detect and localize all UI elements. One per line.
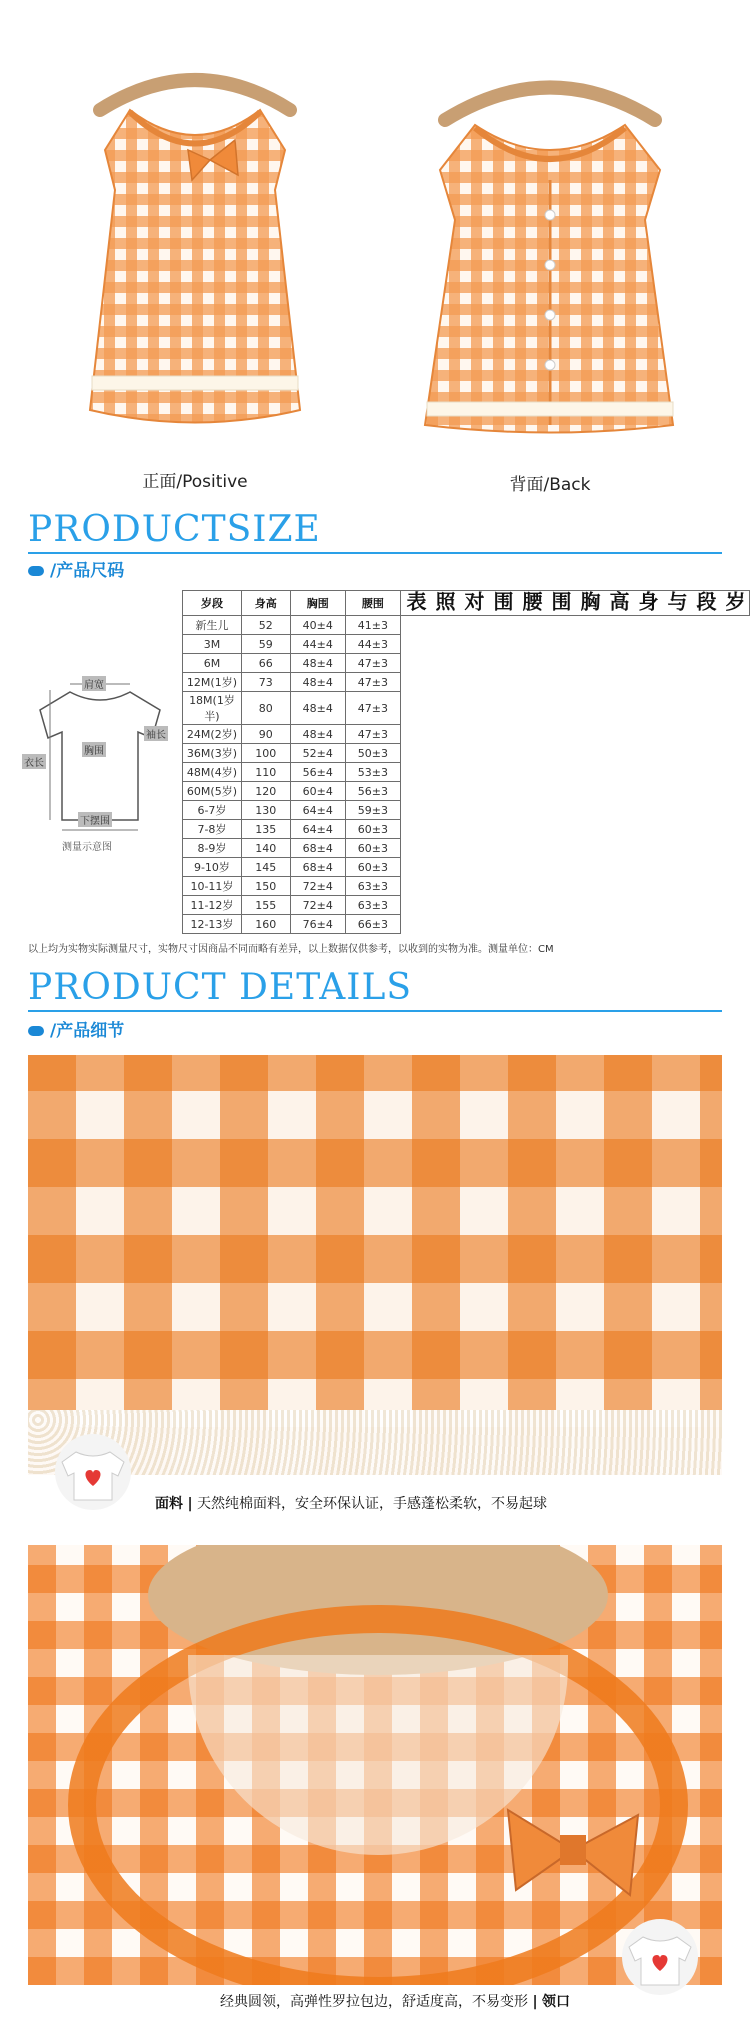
size-table-cell: 60±4 — [290, 782, 345, 801]
size-table-cell: 56±4 — [290, 763, 345, 782]
size-table-cell: 24M(2岁) — [183, 725, 242, 744]
size-table-row — [183, 744, 750, 763]
size-table-row — [183, 763, 750, 782]
details-subtitle-text: /产品细节 — [50, 1021, 125, 1041]
size-table-row — [183, 782, 750, 801]
front-caption: 正面/Positive — [142, 472, 248, 492]
size-table-cell: 100 — [241, 744, 290, 763]
size-table-cell: 44±4 — [290, 635, 345, 654]
size-table-cell: 60±3 — [345, 839, 400, 858]
bow-shape — [498, 1795, 648, 1905]
size-table-cell: 60M(5岁) — [183, 782, 242, 801]
size-table-header-row — [183, 591, 750, 616]
size-table-cell: 7-8岁 — [183, 820, 242, 839]
size-table-cell: 新生儿 — [183, 616, 242, 635]
diagram-label-length: 衣长 — [22, 754, 46, 769]
size-table-cell: 48±4 — [290, 725, 345, 744]
collar-separator: | — [532, 1994, 538, 2010]
details-section-rule — [28, 1010, 722, 1012]
size-table-cell: 72±4 — [290, 877, 345, 896]
size-table-cell: 160 — [241, 915, 290, 934]
size-table-row — [183, 673, 750, 692]
details-subtitle-pill-icon — [28, 1026, 44, 1036]
subtitle-pill-icon — [28, 566, 44, 576]
size-table-cell: 145 — [241, 858, 290, 877]
size-table-cell: 36M(3岁) — [183, 744, 242, 763]
size-table-cell: 44±3 — [345, 635, 400, 654]
size-table-body — [183, 616, 750, 934]
size-section-title: PRODUCTSIZE — [28, 509, 321, 550]
size-table-row — [183, 915, 750, 934]
size-table-cell: 8-9岁 — [183, 839, 242, 858]
size-table-cell: 11-12岁 — [183, 896, 242, 915]
fabric-detail-photo — [28, 1055, 722, 1475]
back-dress-image — [405, 40, 695, 440]
back-photo — [405, 40, 695, 440]
fabric-label: 面料 — [155, 1496, 183, 1512]
size-table-cell: 3M — [183, 635, 242, 654]
size-table-cell: 12M(1岁) — [183, 673, 242, 692]
size-table-cell: 90 — [241, 725, 290, 744]
size-table-cell: 135 — [241, 820, 290, 839]
collar-detail-caption — [220, 1991, 570, 2011]
size-table-cell: 53±3 — [345, 763, 400, 782]
size-table-cell: 68±4 — [290, 839, 345, 858]
size-table-cell: 6M — [183, 654, 242, 673]
size-table-row — [183, 654, 750, 673]
size-table-cell: 9-10岁 — [183, 858, 242, 877]
tshirt-heart-icon-1 — [48, 1430, 138, 1510]
measurement-diagram — [20, 670, 180, 860]
diagram-label-hem: 下摆围 — [78, 812, 112, 827]
size-table — [182, 590, 750, 934]
fabric-text: 天然纯棉面料，安全环保认证，手感蓬松柔软，不易起球 — [197, 1496, 548, 1512]
size-table-cell: 140 — [241, 839, 290, 858]
size-table-cell: 130 — [241, 801, 290, 820]
size-table-row — [183, 877, 750, 896]
diagram-caption: 测量示意图 — [62, 842, 112, 853]
size-table-cell: 80 — [241, 692, 290, 725]
size-subtitle-text: /产品尺码 — [50, 561, 125, 581]
size-table-row — [183, 896, 750, 915]
size-table-cell: 59±3 — [345, 801, 400, 820]
size-table-side-label: 岁段与身高胸围腰围对照表 — [402, 591, 746, 615]
size-table-cell: 66 — [241, 654, 290, 673]
size-table-row — [183, 635, 750, 654]
details-section-subtitle — [28, 1016, 124, 1041]
tshirt-heart-icon-2 — [615, 1915, 705, 1995]
front-dress-image — [60, 40, 330, 430]
header-chest: 胸围 — [290, 591, 345, 616]
size-table-cell: 64±4 — [290, 820, 345, 839]
size-table-cell: 48M(4岁) — [183, 763, 242, 782]
size-table-cell: 52±4 — [290, 744, 345, 763]
diagram-label-shoulder: 肩宽 — [82, 676, 106, 691]
size-section-subtitle — [28, 556, 124, 581]
size-table-side-cell — [400, 591, 749, 616]
size-table-cell: 120 — [241, 782, 290, 801]
size-table-cell: 60±3 — [345, 820, 400, 839]
size-table-cell: 60±3 — [345, 858, 400, 877]
size-table-cell: 47±3 — [345, 725, 400, 744]
size-table-cell: 50±3 — [345, 744, 400, 763]
header-height: 身高 — [241, 591, 290, 616]
size-table-cell: 63±3 — [345, 877, 400, 896]
size-section-rule — [28, 552, 722, 554]
size-table-cell: 48±4 — [290, 692, 345, 725]
size-table-row — [183, 616, 750, 635]
size-table-cell: 47±3 — [345, 692, 400, 725]
size-table-row — [183, 692, 750, 725]
size-table-cell: 73 — [241, 673, 290, 692]
collar-text: 经典圆领，高弹性罗拉包边，舒适度高，不易变形 — [220, 1994, 528, 2010]
collar-label: 领口 — [542, 1994, 571, 2010]
size-table-cell: 41±3 — [345, 616, 400, 635]
size-table-cell: 6-7岁 — [183, 801, 242, 820]
size-table-cell: 56±3 — [345, 782, 400, 801]
size-table-cell: 68±4 — [290, 858, 345, 877]
size-table-row — [183, 858, 750, 877]
size-table-cell: 155 — [241, 896, 290, 915]
size-table-cell: 66±3 — [345, 915, 400, 934]
size-table-cell: 110 — [241, 763, 290, 782]
size-table-row — [183, 820, 750, 839]
size-table-cell: 48±4 — [290, 673, 345, 692]
size-table-cell: 48±4 — [290, 654, 345, 673]
size-footnote: 以上均为实物实际测量尺寸，实物尺寸因商品不同而略有差异，以上数据仅供参考，以收到的实物为准。测量单位：CM — [28, 944, 554, 955]
size-table-cell: 40±4 — [290, 616, 345, 635]
size-table-row — [183, 725, 750, 744]
size-table-row — [183, 801, 750, 820]
size-table-cell: 52 — [241, 616, 290, 635]
header-waist: 腰围 — [345, 591, 400, 616]
back-caption: 背面/Back — [509, 475, 591, 495]
size-table-cell: 47±3 — [345, 654, 400, 673]
size-table-wrapper — [182, 590, 750, 934]
size-table-cell: 10-11岁 — [183, 877, 242, 896]
size-table-cell: 18M(1岁半) — [183, 692, 242, 725]
diagram-label-sleeve: 袖长 — [144, 726, 168, 741]
size-table-cell: 59 — [241, 635, 290, 654]
fabric-detail-caption — [155, 1493, 547, 1513]
diagram-label-chest: 胸围 — [82, 742, 106, 757]
size-table-cell: 76±4 — [290, 915, 345, 934]
size-table-cell: 63±3 — [345, 896, 400, 915]
size-table-row — [183, 839, 750, 858]
size-table-cell: 72±4 — [290, 896, 345, 915]
size-table-cell: 12-13岁 — [183, 915, 242, 934]
details-section-title: PRODUCT DETAILS — [28, 967, 413, 1008]
header-age: 岁段 — [183, 591, 242, 616]
front-photo — [60, 40, 330, 430]
size-table-cell: 47±3 — [345, 673, 400, 692]
size-table-cell: 64±4 — [290, 801, 345, 820]
fabric-separator: | — [187, 1496, 193, 1512]
size-table-cell: 150 — [241, 877, 290, 896]
